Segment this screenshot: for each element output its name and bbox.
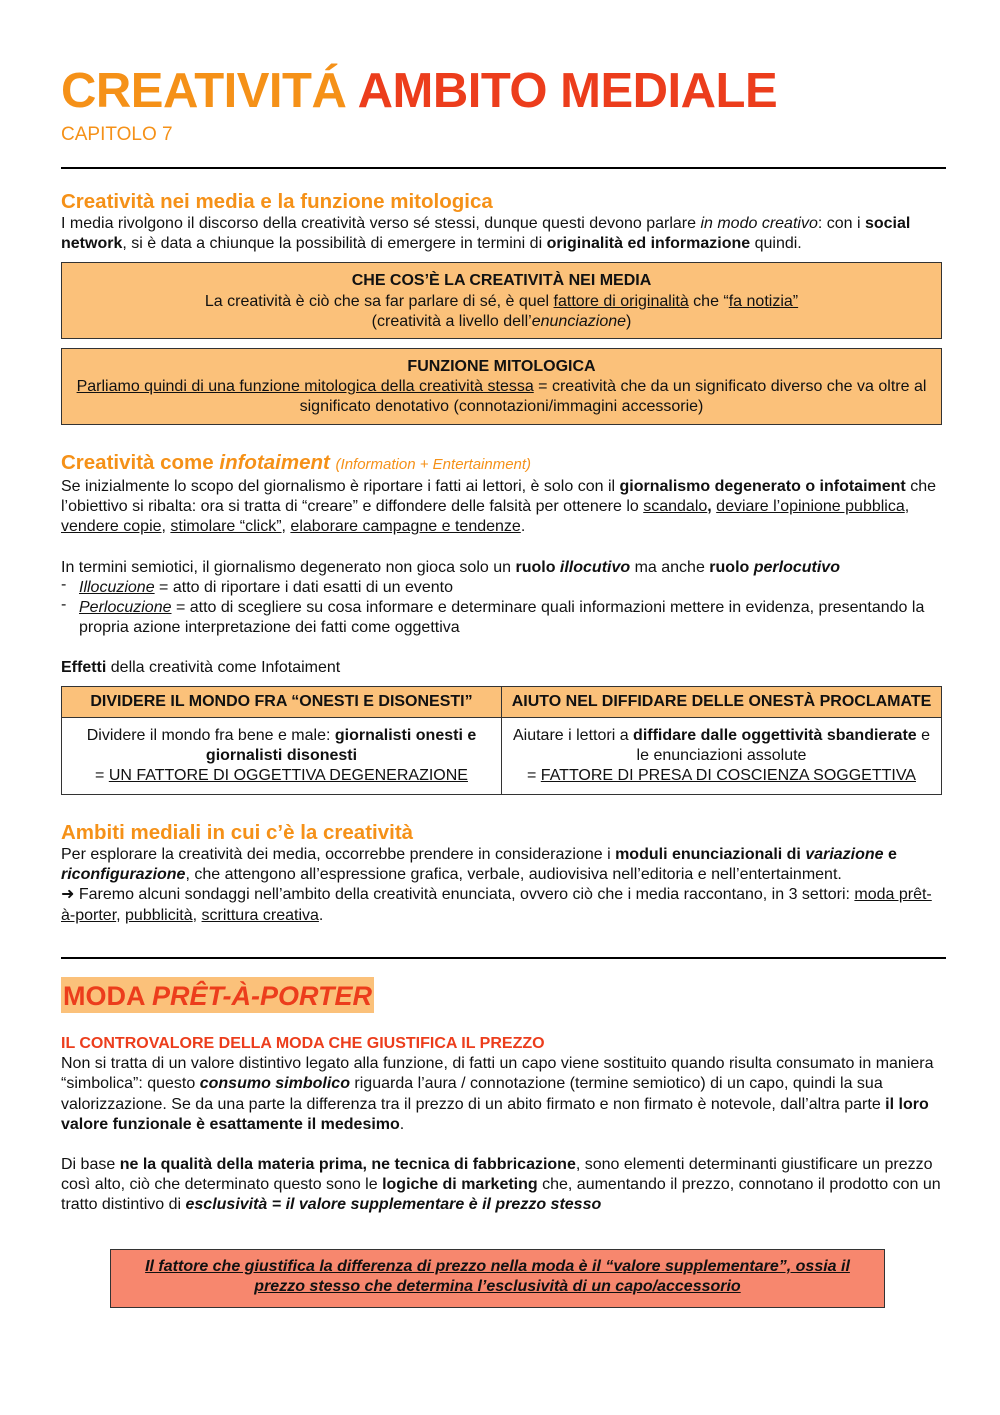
box-line: (creatività a livello dell’enunciazione) xyxy=(371,312,632,330)
paragraph: In termini semiotici, il giornalismo degenerato non gioca solo un ruolo illocutivo ma anche ruolo perlocutivo xyxy=(61,558,840,576)
box-title: FUNZIONE MITOLOGICA xyxy=(407,358,596,376)
column-header: DIVIDERE IL MONDO FRA “ONESTI E DISONESTI” xyxy=(62,686,502,717)
table-header-row xyxy=(62,686,942,717)
section-ambiti-mediali xyxy=(61,821,942,926)
title-part-1: CREATIVITÁ xyxy=(61,64,347,118)
section-moda xyxy=(61,1034,942,1216)
moda-subheading: IL CONTROVALORE DELLA MODA CHE GIUSTIFICA IL PREZZO xyxy=(61,1035,545,1052)
definition-list xyxy=(61,578,942,639)
divider-middle xyxy=(61,957,946,959)
section-creativita-media xyxy=(61,190,942,425)
box-line: La creatività è ciò che sa far parlare di sé, è quel fattore di originalità che “fa notizia” xyxy=(204,292,799,310)
price-callout-box xyxy=(110,1249,885,1308)
section-heading: Creatività come infotaiment (Information + Entertainment) xyxy=(61,451,532,474)
section-infotaiment xyxy=(61,451,942,795)
table-cell: Aiutare i lettori a diffidare dalle oggettività sbandierate e le enunciazioni assolute = FATTORE DI PRESA DI COSCIENZA SOGGETTIVA xyxy=(502,717,942,795)
table-row xyxy=(62,717,942,795)
mythological-function-box xyxy=(61,348,942,425)
title-part-2: AMBITO MEDIALE xyxy=(357,64,778,118)
section-heading: Creatività nei media e la funzione mitologica xyxy=(61,190,493,213)
divider-top xyxy=(61,167,946,169)
callout-line: prezzo stesso che determina l’esclusività di un capo/accessorio xyxy=(254,1278,741,1296)
paragraph: Se inizialmente lo scopo del giornalismo è riportare i fatti ai lettori, è solo con il giornalismo degenerato o infotaiment che l’obiettivo si ribalta: ora si tratta di “creare” e diffondere delle falsità per ottenere lo scandalo, deviare l’opinione pubblica, vendere copie, stimolare “click”, elaborare campagne e tendenze. xyxy=(61,478,936,536)
paragraph: Non si tratta di un valore distintivo legato alla funzione, di fatti un capo viene sostituito quando risulta consumato in maniera “simbolica”: questo consumo simbolico riguarda l’aura / connotazione (termine semiotico) di un capo, quindi la sua valorizzazione. Se da una parte la differenza tra il prezzo di un abito firmato e non firmato è notevole, dall’altra parte il loro valore funzionale è esattamente il medesimo. xyxy=(61,1055,934,1133)
paragraph: ➜ Faremo alcuni sondaggi nell’ambito della creatività enunciata, ovvero ciò che i media raccontano, in 3 settori: moda prêt-à-porter, pubblicità, scrittura creativa. xyxy=(61,886,932,924)
definition-box xyxy=(61,262,942,339)
page-title xyxy=(61,62,777,120)
box-title: CHE COS’È LA CREATIVITÀ NEI MEDIA xyxy=(351,272,652,290)
table-caption: Effetti della creatività come Infotaiment xyxy=(61,659,341,677)
callout-line: Il fattore che giustifica la differenza di prezzo nella moda è il “valore supplementare”, ossia il xyxy=(145,1258,850,1275)
paragraph: Per esplorare la creatività dei media, occorrebbe prendere in considerazione i moduli enunciazionali di variazione e riconfigurazione, che attengono all’espressione grafica, verbale, audiovisiva nell’editoria e nell’entertainment. xyxy=(61,846,897,884)
chapter-label: CAPITOLO 7 xyxy=(61,124,173,145)
paragraph: Di base ne la qualità della materia prima, ne tecnica di fabbricazione, sono elementi determinanti giustificare un prezzo così alto, ciò che determinato questo sono le logiche di marketing che, aumentando il prezzo, connotano il prodotto con un tratto distintivo di esclusività = il valore supplementare è il prezzo stesso xyxy=(61,1156,941,1214)
list-item: - Illocuzione = atto di riportare i dati esatti di un evento xyxy=(61,578,942,598)
box-line: Parliamo quindi di una funzione mitologica della creatività stessa = creatività che da un significato diverso che va oltre al significato denotativo (connotazioni/immagini accessorie) xyxy=(76,378,927,416)
moda-section-title: MODA PRÊT-À-PORTER xyxy=(61,977,374,1013)
table-cell: Dividere il mondo fra bene e male: giornalisti onesti e giornalisti disonesti = UN FATTORE DI OGGETTIVA DEGENERAZIONE xyxy=(62,717,502,795)
section-heading: Ambiti mediali in cui c’è la creatività xyxy=(61,821,414,844)
list-item: - Perlocuzione = atto di scegliere su cosa informare e determinare quali informazioni mettere in evidenza, presentando la propria azione interpretazione dei fatti come oggettiva xyxy=(61,598,942,638)
column-header: AIUTO NEL DIFFIDARE DELLE ONESTÀ PROCLAMATE xyxy=(502,686,942,717)
section-intro: I media rivolgono il discorso della creatività verso sé stessi, dunque questi devono parlare in modo creativo: con i social network, si è data a chiunque la possibilità di emergere in termini di originalità ed informazione quindi. xyxy=(61,215,911,253)
effects-table xyxy=(61,686,942,796)
